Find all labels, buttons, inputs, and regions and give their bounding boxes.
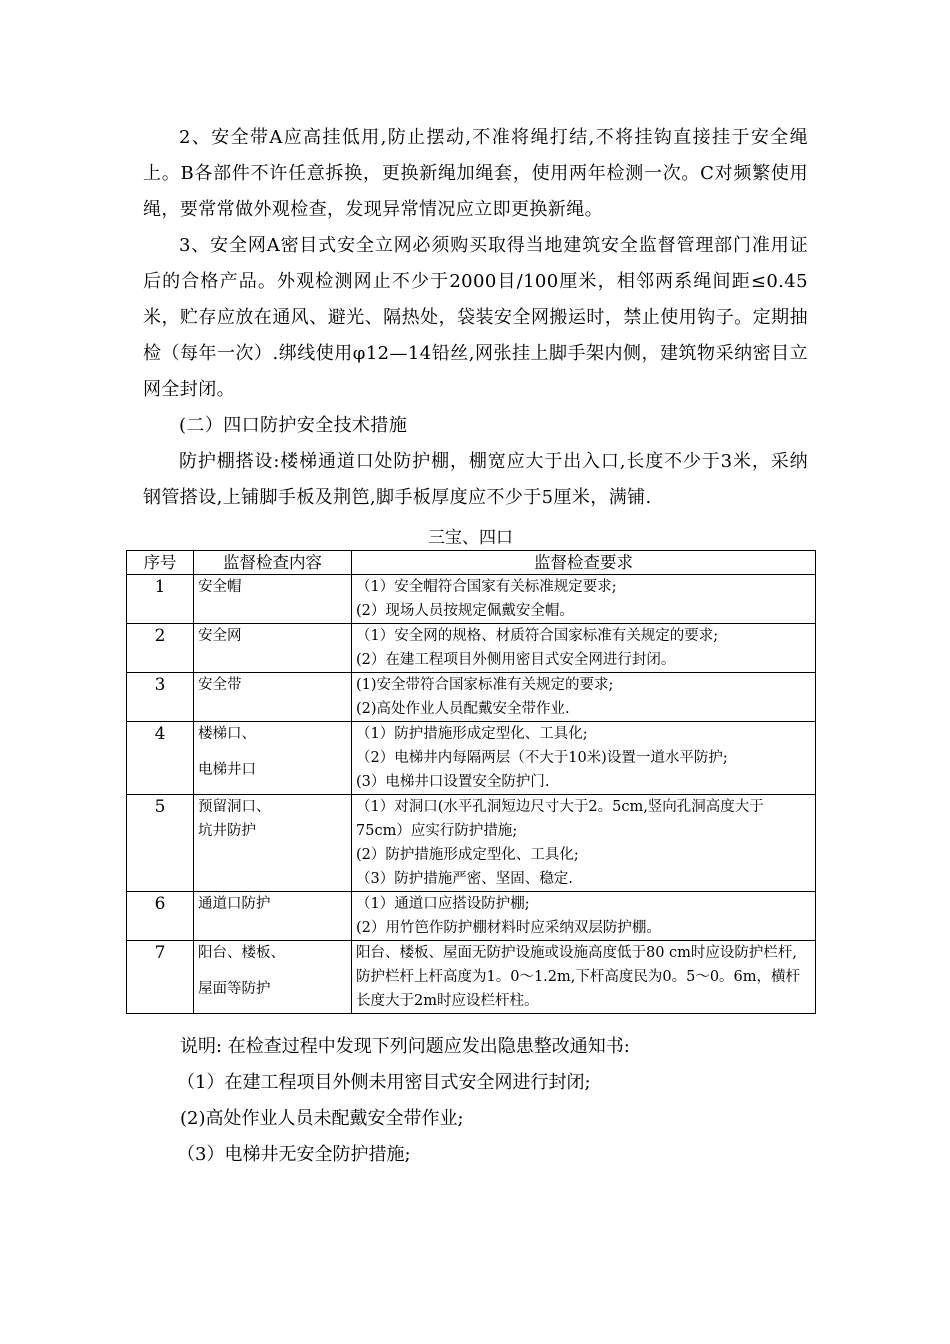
notes-intro: 说明: 在检查过程中发现下列问题应发出隐患整改通知书:	[180, 1036, 630, 1057]
requirement-line: （1）防护措施形成定型化、工具化;	[356, 726, 588, 742]
requirement-line: (1)安全带符合国家标准有关规定的要求;	[356, 677, 614, 693]
row-number: 5	[127, 795, 194, 892]
row-number: 7	[127, 941, 194, 1014]
row-requirement	[352, 673, 816, 722]
row-item-line: 安全网	[198, 628, 242, 644]
notes-item: （3）电梯井无安全防护措施;	[177, 1144, 411, 1165]
row-item-spacer	[198, 965, 347, 977]
row-item	[194, 892, 352, 941]
requirement-line: 阳台、楼板、屋面无防护设施或设施高度低于80 cm时应设防护栏杆,防护栏杆上杆高度为1。0～1.2m,下杆高度民为0。5～0。6m，横杆长度大于2m时应设栏杆柱。	[356, 945, 801, 1009]
notes-section	[177, 1029, 810, 1173]
notes-item: (2)高处作业人员未配戴安全带作业;	[180, 1108, 464, 1129]
requirement-line: （2）电梯井内每隔两层（不大于10米)设置一道水平防护;	[356, 750, 728, 766]
table-row	[127, 575, 816, 624]
row-requirement	[352, 795, 816, 892]
notes-item: （1）在建工程项目外侧未用密目式安全网进行封闭;	[177, 1072, 591, 1093]
row-item	[194, 722, 352, 795]
row-requirement	[352, 941, 816, 1014]
row-item	[194, 941, 352, 1014]
row-requirement	[352, 624, 816, 673]
table-header-row	[127, 551, 816, 575]
header-requirement: 监督检查要求	[352, 551, 816, 575]
row-item-line: 安全带	[198, 677, 242, 693]
requirement-line: （1）对洞口(水平孔洞短边尺寸大于2。5cm,竖向孔洞高度大于75cm）应实行防护措施;	[356, 799, 764, 839]
inspection-table	[126, 550, 816, 1014]
row-item-line: 预留洞口、	[198, 799, 271, 815]
paragraph-safety-belt: 2、安全带A应高挂低用,防止摆动,不准将绳打结,不将挂钩直接挂于安全绳上。B各部件不许任意拆换，更换新绳加绳套，使用两年检测一次。C对频繁使用绳，要常常做外观检查，发现异常情况应立即更换新绳。	[143, 127, 808, 220]
requirement-line: （3）防护措施严密、坚固、稳定.	[356, 871, 573, 887]
requirement-line: (2）在建工程项目外侧用密目式安全网进行封闭。	[356, 652, 676, 668]
table-row	[127, 795, 816, 892]
requirement-line: （1）安全帽符合国家有关标准规定要求;	[356, 579, 617, 595]
row-item-line: 电梯井口	[198, 762, 256, 778]
requirement-line: (3）电梯井口设置安全防护门.	[356, 774, 550, 790]
table-row	[127, 941, 816, 1014]
row-number: 2	[127, 624, 194, 673]
requirement-line: （1）通道口应搭设防护棚;	[356, 896, 530, 912]
body-text	[143, 120, 808, 516]
requirement-line: (2）用竹笆作防护棚材料时应采纳双层防护棚。	[356, 920, 661, 936]
row-requirement	[352, 892, 816, 941]
header-number: 序号	[127, 551, 194, 575]
paragraph-protective-shed: 防护棚搭设:楼梯通道口处防护棚，棚宽应大于出入口,长度不少于3米，采纳钢管搭设,上铺脚手板及荆笆,脚手板厚度应不少于5厘米，满铺.	[143, 451, 808, 508]
row-requirement	[352, 722, 816, 795]
row-number: 1	[127, 575, 194, 624]
table-row	[127, 722, 816, 795]
row-item	[194, 795, 352, 892]
row-item-line: 阳台、楼板、	[198, 945, 285, 961]
row-item-line: 安全帽	[198, 579, 242, 595]
header-content: 监督检查内容	[194, 551, 352, 575]
row-requirement	[352, 575, 816, 624]
row-item-line: 楼梯口、	[198, 726, 256, 742]
row-item	[194, 575, 352, 624]
row-item	[194, 673, 352, 722]
requirement-line: (2)高处作业人员配戴安全带作业.	[356, 701, 570, 717]
paragraph-safety-net: 3、安全网A密目式安全立网必须购买取得当地建筑安全监督管理部门准用证后的合格产品。外观检测网止不少于2000目/100厘米，相邻两系绳间距≤0.45米，贮存应放在通风、避光、隔热处，袋装安全网搬运时，禁止使用钩子。定期抽检（每年一次）.绑线使用φ12—14铅丝,网张挂上脚手架内侧，建筑物采纳密目立网全封闭。	[143, 235, 808, 400]
table-row	[127, 673, 816, 722]
table-row	[127, 892, 816, 941]
row-number: 6	[127, 892, 194, 941]
requirement-line: (2）防护措施形成定型化、工具化;	[356, 847, 579, 863]
row-item-line: 坑井防护	[198, 823, 256, 839]
requirement-line: (2）现场人员按规定佩戴安全帽。	[356, 603, 574, 619]
row-item-line: 屋面等防护	[198, 981, 271, 997]
row-item-spacer	[198, 746, 347, 758]
requirement-line: （1）安全网的规格、材质符合国家标准有关规定的要求;	[356, 628, 719, 644]
row-item-line: 通道口防护	[198, 896, 271, 912]
table-row	[127, 624, 816, 673]
table-caption: 三宝、四口	[428, 528, 513, 548]
row-number: 3	[127, 673, 194, 722]
row-number: 4	[127, 722, 194, 795]
row-item	[194, 624, 352, 673]
section-heading-four-openings: (二）四口防护安全技术措施	[179, 415, 408, 436]
